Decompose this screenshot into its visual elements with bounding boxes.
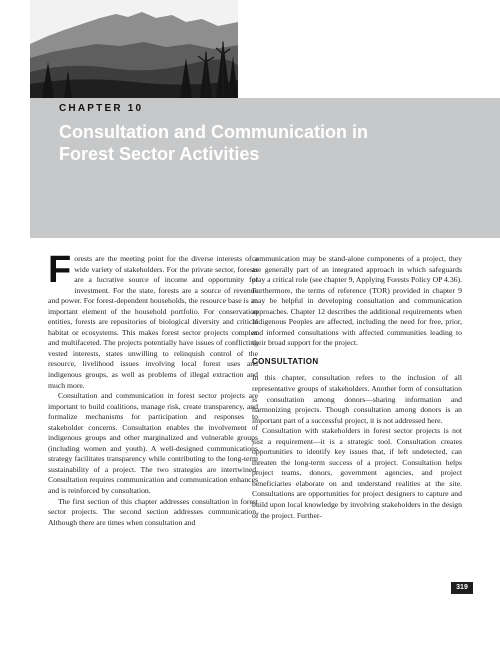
intro-paragraph: Forests are the meeting point for the diverse interests of a wide variety of stakeholders. For the private sector, forests are a lucrative source of income and opportunity for investment. For the state, forests are a source of revenue and power. For forest-dependent households, the resource base is an important element of the household portfolio. For conservation entities, forests are repositories of biological diversity and critical habitat or ecosystems. This makes forest sector projects complex and multifaceted. The projects potentially have issues of conflicting vested interests, states unwilling to relinquish control of the resource, livelihood issues involving local forest uses and indigenous groups, as well as problems of illegal extraction and much more. [48,249,258,390]
drop-cap: F [48,249,72,291]
chapter-header-band [30,98,500,238]
body-paragraph: Consultation with stakeholders in forest sector projects is not just a requirement—it is a strategic tool. Consultation creates opportunities to identify key issues that, if left undetected, can threaten the long-term success of a project. Consultation helps project teams, donors, government agencies, and project beneficiaries elaborate on and understand realities at the site. Consultations are opportunities for project designers to capture and build upon local knowledge by involving stakeholders in the design of the project. Further- [252,426,462,520]
body-paragraph: The first section of this chapter addresses consultation in forest sector projects. The second section addresses communication. Although there are times when consultation and [48,496,258,527]
chapter-title [59,121,479,165]
chapter-title-line2: Forest Sector Activities [59,144,260,164]
section-heading-consultation: CONSULTATION [252,356,319,366]
chapter-title-line1: Consultation and Communication in [59,122,368,142]
body-paragraph: Consultation and communication in forest sector projects are important to build coalitions, manage risk, create transparency, and formalize mechanisms for participation and responses to stakeholder concerns. Consultation enables the involvement of indigenous groups and other marginalized and vulnerable groups (including women and youth). A well-designed communications strategy facilitates transparency while contributing to the long-term sustainability of a project. The two strategies are intertwined. Consultation requires communication and communication enhances and is reinforced by consultation. [48,391,258,496]
right-column [252,254,462,521]
forest-photo [30,0,238,98]
left-column [48,249,258,528]
page-number: 319 [451,582,473,594]
chapter-label: CHAPTER 10 [59,103,144,114]
body-paragraph: In this chapter, consultation refers to the inclusion of all representative groups of stakeholders. Another form of consultation is consultation among donors—sharing information and harmonizing projects. Though consultation among donors is an important part of a successful project, it is not addressed here. [252,373,462,425]
body-paragraph: communication may be stand-alone components of a project, they are generally part of an integrated approach in which safeguards play a critical role (see chapter 9, Applying Forests Policy OP 4.36). Furthermore, the terms of reference (TOR) provided in chapter 9 may be helpful in developing consultation and communication approaches. Chapter 12 describes the additional requirements when Indigenous Peoples are affected, including the need for free, prior, and informed consultations with affected communities leading to their broad support for the project. [252,254,462,348]
